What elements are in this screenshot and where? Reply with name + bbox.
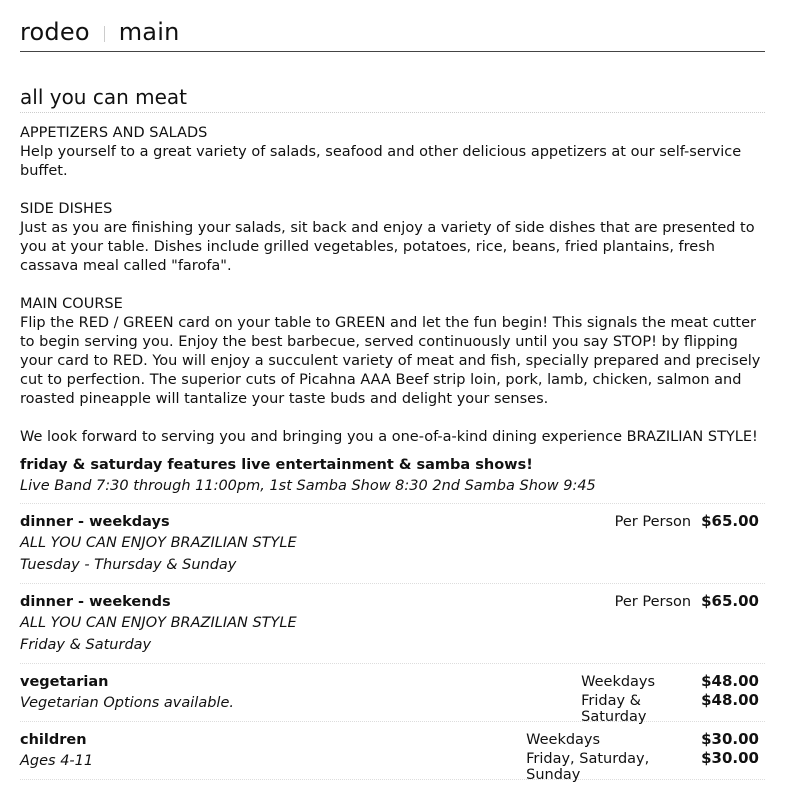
menu-item-children <box>20 722 765 783</box>
features-title: friday & saturday features live entertainment & samba shows! <box>20 457 533 473</box>
menu-item-dinner-weekends <box>20 584 765 664</box>
main-course-paragraph <box>20 295 765 409</box>
menu-item-vegetarian <box>20 664 765 725</box>
price-value: $65.00 <box>701 512 759 530</box>
features-text: Live Band 7:30 through 11:00pm, 1st Samba Show 8:30 2nd Samba Show 9:45 <box>20 478 596 494</box>
item-prices <box>615 592 759 611</box>
price-label: Friday & Saturday <box>581 693 647 725</box>
main-course-heading: MAIN COURSE <box>20 296 123 312</box>
price-label: Weekdays <box>526 732 601 748</box>
price-value: $65.00 <box>701 592 759 610</box>
price-value: $30.00 <box>701 730 759 748</box>
item-name: children <box>20 732 87 748</box>
side-dishes-paragraph <box>20 200 765 276</box>
item-name: dinner - weekdays <box>20 514 170 530</box>
price-value: $48.00 <box>701 691 759 709</box>
side-dishes-heading: SIDE DISHES <box>20 201 113 217</box>
item-days: Tuesday - Thursday & Sunday <box>20 557 237 573</box>
section-description <box>20 124 765 447</box>
price-label: Per Person <box>614 594 692 610</box>
menu-name[interactable]: main <box>118 18 180 46</box>
price-label: Weekdays <box>581 674 656 690</box>
price-row <box>526 730 759 749</box>
price-value: $30.00 <box>701 749 759 767</box>
menu-page <box>20 0 765 783</box>
header-divider <box>104 26 105 42</box>
item-description: ALL YOU CAN ENJOY BRAZILIAN STYLE <box>20 615 297 631</box>
price-value: $48.00 <box>701 672 759 690</box>
features-block <box>20 455 765 504</box>
item-prices <box>581 672 759 725</box>
item-prices <box>526 730 759 783</box>
menu-header <box>20 0 765 52</box>
brand-name[interactable]: rodeo <box>20 18 90 46</box>
item-description: Ages 4-11 <box>20 753 94 769</box>
appetizers-heading: APPETIZERS AND SALADS <box>20 125 208 141</box>
item-description: ALL YOU CAN ENJOY BRAZILIAN STYLE <box>20 535 297 551</box>
price-row <box>526 749 759 783</box>
price-row <box>581 672 759 691</box>
item-name: vegetarian <box>20 674 109 690</box>
closing-text: We look forward to serving you and bringing you a one-of-a-kind dining experience BRAZILIAN STYLE! <box>20 429 758 445</box>
item-name: dinner - weekends <box>20 594 171 610</box>
item-prices <box>615 512 759 531</box>
main-course-text: Flip the RED / GREEN card on your table to GREEN and let the fun begin! This signals the meat cutter to begin serving you. Enjoy the best barbecue, served continuously until you say STOP! by flipping your card to RED. You will enjoy a succulent variety of meat and fish, specially prepared and precisely cut to perfection. The superior cuts of Picahna AAA Beef strip loin, pork, lamb, chicken, salmon and roasted pineapple will tantalize your taste buds and delight your senses. <box>20 315 761 407</box>
menu-item-dinner-weekdays <box>20 504 765 584</box>
item-description: Vegetarian Options available. <box>20 695 234 711</box>
closing-paragraph <box>20 428 765 447</box>
price-row <box>615 512 759 531</box>
price-label: Friday, Saturday, Sunday <box>526 751 650 783</box>
price-row <box>581 691 759 725</box>
section-title: all you can meat <box>20 85 765 113</box>
price-row <box>615 592 759 611</box>
appetizers-paragraph <box>20 124 765 181</box>
item-days: Friday & Saturday <box>20 637 152 653</box>
appetizers-text: Help yourself to a great variety of salads, seafood and other delicious appetizers at our self-service buffet. <box>20 144 742 179</box>
price-label: Per Person <box>614 514 692 530</box>
side-dishes-text: Just as you are finishing your salads, sit back and enjoy a variety of side dishes that are presented to you at your table. Dishes include grilled vegetables, potatoes, rice, beans, fried plantains, fresh cassava meal called "farofa". <box>20 220 755 274</box>
